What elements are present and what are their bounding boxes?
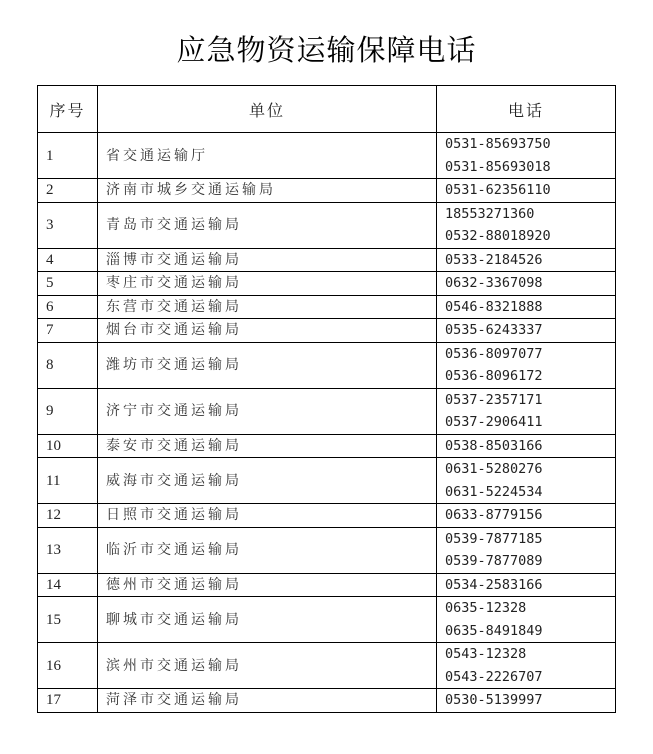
phone-number[interactable]: 0546-8321888 <box>445 298 543 315</box>
row-no: 8 <box>38 342 98 388</box>
row-phone <box>437 295 616 319</box>
table-row <box>38 179 616 203</box>
row-phone <box>437 319 616 343</box>
phone-number[interactable]: 0631-5224534 <box>445 483 543 500</box>
table-row <box>38 248 616 272</box>
row-unit: 临沂市交通运输局 <box>98 527 437 573</box>
phone-number[interactable]: 0543-2226707 <box>445 668 543 685</box>
row-unit: 省交通运输厅 <box>98 133 437 179</box>
row-no: 11 <box>38 458 98 504</box>
phone-number[interactable]: 18553271360 <box>445 205 535 222</box>
row-no: 4 <box>38 248 98 272</box>
row-no: 2 <box>38 179 98 203</box>
table-row <box>38 689 616 713</box>
table-row <box>38 643 616 689</box>
row-phone <box>437 504 616 528</box>
phone-number[interactable]: 0543-12328 <box>445 646 527 662</box>
table-row <box>38 388 616 434</box>
row-phone <box>437 597 616 643</box>
table-row <box>38 202 616 248</box>
table-row <box>38 573 616 597</box>
row-no: 5 <box>38 272 98 296</box>
phone-number[interactable]: 0537-2906411 <box>445 414 543 430</box>
table-row <box>38 434 616 458</box>
phone-number[interactable]: 0531-85693750 <box>445 136 551 152</box>
table-header-row <box>38 86 616 133</box>
phone-number[interactable]: 0531-85693018 <box>445 158 551 175</box>
row-phone <box>437 573 616 597</box>
row-phone <box>437 388 616 434</box>
phone-number[interactable]: 0530-5139997 <box>445 692 543 708</box>
table-row <box>38 504 616 528</box>
row-phone <box>437 434 616 458</box>
row-unit: 济南市城乡交通运输局 <box>98 179 437 203</box>
document-title: 应急物资运输保障电话 <box>176 33 477 67</box>
row-phone <box>437 458 616 504</box>
contact-table <box>37 85 616 713</box>
header-phone: 电话 <box>437 86 616 133</box>
row-phone <box>437 179 616 203</box>
row-unit: 泰安市交通运输局 <box>98 434 437 458</box>
row-no: 17 <box>38 689 98 713</box>
row-phone <box>437 248 616 272</box>
row-no: 13 <box>38 527 98 573</box>
phone-number[interactable]: 0533-2184526 <box>445 251 543 268</box>
phone-number[interactable]: 0536-8097077 <box>445 345 543 362</box>
row-phone <box>437 342 616 388</box>
row-unit: 威海市交通运输局 <box>98 458 437 504</box>
table-body <box>38 133 616 713</box>
phone-number[interactable]: 0535-6243337 <box>445 322 543 338</box>
header-unit: 单位 <box>98 86 437 133</box>
row-no: 10 <box>38 434 98 458</box>
row-phone <box>437 527 616 573</box>
table-row <box>38 458 616 504</box>
table-row <box>38 295 616 319</box>
phone-number[interactable]: 0632-3367098 <box>445 275 543 291</box>
row-unit: 菏泽市交通运输局 <box>98 689 437 713</box>
header-no: 序号 <box>38 86 98 133</box>
phone-number[interactable]: 0537-2357171 <box>445 391 543 408</box>
row-unit: 日照市交通运输局 <box>98 504 437 528</box>
row-unit: 滨州市交通运输局 <box>98 643 437 689</box>
row-unit: 东营市交通运输局 <box>98 295 437 319</box>
row-phone <box>437 202 616 248</box>
table-row <box>38 272 616 296</box>
phone-number[interactable]: 0633-8779156 <box>445 507 543 523</box>
row-no: 9 <box>38 388 98 434</box>
row-no: 1 <box>38 133 98 179</box>
row-unit: 潍坊市交通运输局 <box>98 342 437 388</box>
row-unit: 枣庄市交通运输局 <box>98 272 437 296</box>
row-unit: 烟台市交通运输局 <box>98 319 437 343</box>
table-row <box>38 527 616 573</box>
row-unit: 淄博市交通运输局 <box>98 248 437 272</box>
table-row <box>38 597 616 643</box>
row-phone <box>437 133 616 179</box>
phone-number[interactable]: 0538-8503166 <box>445 437 543 454</box>
phone-number[interactable]: 0539-7877089 <box>445 553 543 569</box>
row-no: 7 <box>38 319 98 343</box>
row-unit: 济宁市交通运输局 <box>98 388 437 434</box>
row-unit: 青岛市交通运输局 <box>98 202 437 248</box>
row-no: 16 <box>38 643 98 689</box>
row-phone <box>437 689 616 713</box>
table-row <box>38 133 616 179</box>
row-no: 15 <box>38 597 98 643</box>
row-unit: 聊城市交通运输局 <box>98 597 437 643</box>
row-unit: 德州市交通运输局 <box>98 573 437 597</box>
table-row <box>38 319 616 343</box>
row-no: 6 <box>38 295 98 319</box>
phone-number[interactable]: 0534-2583166 <box>445 576 543 593</box>
row-no: 14 <box>38 573 98 597</box>
row-no: 12 <box>38 504 98 528</box>
row-phone <box>437 643 616 689</box>
phone-number[interactable]: 0536-8096172 <box>445 368 543 384</box>
phone-number[interactable]: 0531-62356110 <box>445 182 551 198</box>
table-row <box>38 342 616 388</box>
phone-number[interactable]: 0635-8491849 <box>445 622 543 639</box>
phone-number[interactable]: 0631-5280276 <box>445 461 543 477</box>
row-phone <box>437 272 616 296</box>
row-no: 3 <box>38 202 98 248</box>
phone-number[interactable]: 0539-7877185 <box>445 530 543 547</box>
phone-number[interactable]: 0532-88018920 <box>445 228 551 244</box>
phone-number[interactable]: 0635-12328 <box>445 600 527 616</box>
